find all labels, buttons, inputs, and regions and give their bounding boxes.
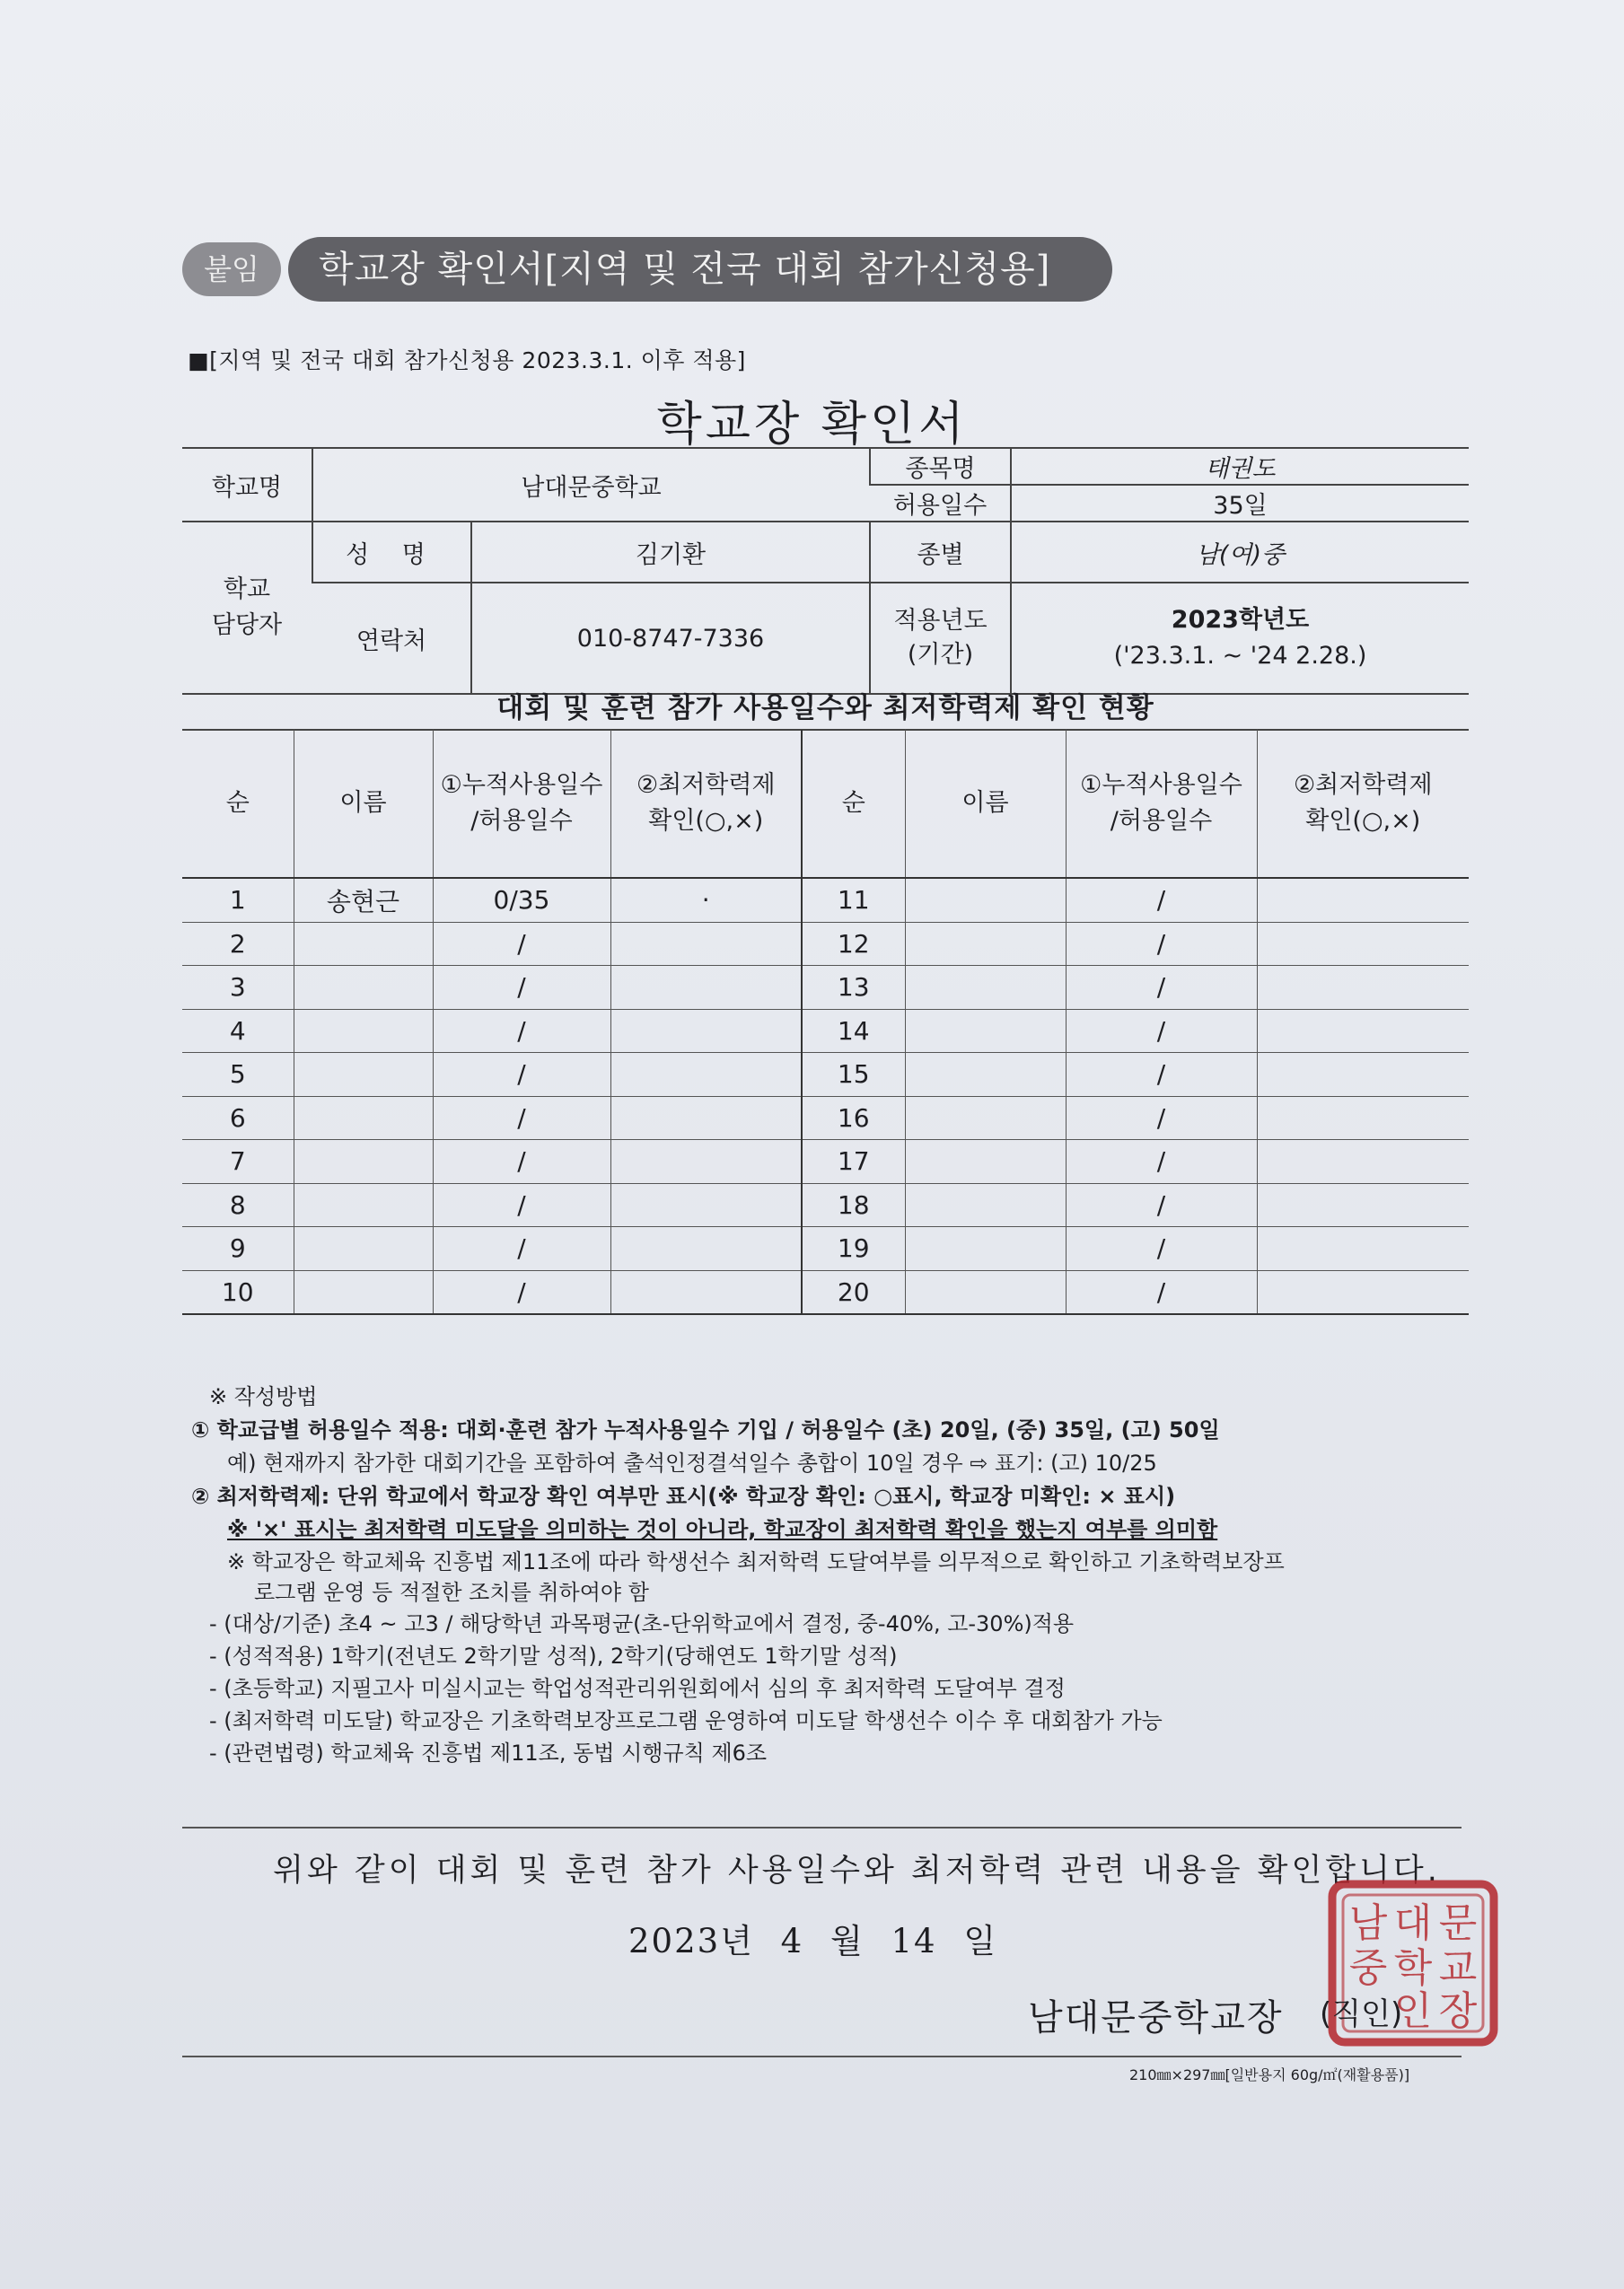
row-days: / [1066, 966, 1257, 1010]
row-days: / [1066, 1096, 1257, 1140]
row-name [905, 1096, 1066, 1140]
row-name [905, 1140, 1066, 1184]
name-label: 성 명 [312, 522, 471, 583]
svg-text:학: 학 [1393, 1945, 1433, 1991]
instruction-dash-1: - (대상/기준) 초4 ~ 고3 / 해당학년 과목평균(초-단위학교에서 결정, 중-40%, 고-30%)적용 [209, 1611, 1075, 1636]
row-min [610, 1140, 802, 1184]
applied-year-value-2: ('23.3.1. ~ '24 2.28.) [1113, 642, 1367, 670]
table-row [182, 1183, 1469, 1227]
row-min [610, 1009, 802, 1053]
row-days: / [1066, 1053, 1257, 1097]
instruction-dash-3: - (초등학교) 지필고사 미실시교는 학업성적관리위원회에서 심의 후 최저학력 도달여부 결정 [209, 1676, 1066, 1701]
row-days: / [433, 1183, 610, 1227]
paper-spec: 210㎜×297㎜[일반용지 60g/㎡(재활용품)] [1129, 2066, 1410, 2083]
row-no: 12 [802, 922, 905, 966]
row-days: / [1066, 1183, 1257, 1227]
row-name [294, 1140, 433, 1184]
principal-title: 남대문중학교장 [1028, 1997, 1284, 2039]
row-no: 8 [182, 1183, 294, 1227]
row-days: / [433, 922, 610, 966]
banner-title: 학교장 확인서[지역 및 전국 대회 참가신청용] [288, 237, 1112, 302]
row-no: 16 [802, 1096, 905, 1140]
instruction-item-2-note-1: ※ '×' 표시는 최저학력 미도달을 의미하는 것이 아니라, 학교장이 최저학력 확인을 했는지 여부를 의미함 [227, 1517, 1218, 1542]
svg-text:인: 인 [1393, 1988, 1433, 2034]
school-name-value: 남대문중학교 [312, 448, 870, 522]
row-name [905, 922, 1066, 966]
gender-value: 남(여)중 [1011, 522, 1469, 583]
table-row [182, 1140, 1469, 1184]
row-days: / [433, 1227, 610, 1271]
sport-value: 태권도 [1011, 448, 1469, 485]
header-min-line2: 확인(○,×) [648, 807, 764, 835]
applied-year-label-1: 적용년도 [893, 607, 988, 635]
row-min [610, 922, 802, 966]
row-days: / [433, 1270, 610, 1314]
table-row [182, 878, 1469, 922]
row-min [610, 1183, 802, 1227]
applicability-note: ■[지역 및 전국 대회 참가신청용 2023.3.1. 이후 적용] [188, 347, 746, 373]
manager-name-value: 김기환 [471, 522, 870, 583]
row-no: 3 [182, 966, 294, 1010]
row-min [1257, 1053, 1469, 1097]
row-no: 9 [182, 1227, 294, 1271]
svg-text:교: 교 [1438, 1945, 1478, 1991]
instructions-heading: ※ 작성방법 [209, 1384, 318, 1409]
row-min [610, 1270, 802, 1314]
row-no: 10 [182, 1270, 294, 1314]
row-no: 17 [802, 1140, 905, 1184]
row-name [905, 1009, 1066, 1053]
divider [182, 1827, 1462, 1829]
applied-year-value [1011, 583, 1469, 694]
document-title: 학교장 확인서 [656, 398, 968, 452]
header-no-left: 순 [182, 730, 294, 878]
row-min [610, 1227, 802, 1271]
row-name [294, 922, 433, 966]
table-row [182, 1009, 1469, 1053]
contact-label: 연락처 [312, 583, 471, 694]
row-name [905, 1227, 1066, 1271]
row-no: 19 [802, 1227, 905, 1271]
instructions [191, 1381, 1466, 1769]
instruction-item-2: ② 최저학력제: 단위 학교에서 학교장 확인 여부만 표시(※ 학교장 확인: ○표시, 학교장 미확인: × 표시) [191, 1484, 1176, 1509]
school-info-table [182, 447, 1469, 695]
row-min [610, 1096, 802, 1140]
school-name-label: 학교명 [182, 448, 312, 522]
instruction-item-1: ① 학교급별 허용일수 적용: 대회·훈련 참가 누적사용일수 기입 / 허용일수 (초) 20일, (중) 35일, (고) 50일 [191, 1417, 1220, 1443]
svg-text:문: 문 [1438, 1900, 1478, 1946]
table-row [182, 922, 1469, 966]
header-days-right [1066, 730, 1257, 878]
applied-year-label [870, 583, 1011, 694]
header-min-line1: ②최저학력제 [636, 771, 776, 799]
header-name-left: 이름 [294, 730, 433, 878]
allowed-days-label: 허용일수 [870, 485, 1011, 522]
row-min [1257, 966, 1469, 1010]
row-days: / [433, 1096, 610, 1140]
row-days: / [433, 1140, 610, 1184]
applied-year-value-1: 2023학년도 [1171, 606, 1310, 634]
confirmation-statement: 위와 같이 대회 및 훈련 참가 사용일수와 최저학력 관련 내용을 확인합니다. [273, 1853, 1441, 1889]
svg-text:대: 대 [1393, 1900, 1433, 1946]
svg-text:장: 장 [1438, 1988, 1478, 2034]
row-name [294, 966, 433, 1010]
row-min: · [610, 878, 802, 922]
applied-year-label-2: (기간) [907, 641, 974, 669]
row-no: 13 [802, 966, 905, 1010]
row-days: / [433, 966, 610, 1010]
row-days: / [1066, 878, 1257, 922]
instruction-item-2-note-2b: 로그램 운영 등 적절한 조치를 취하여야 함 [254, 1580, 649, 1605]
header-name-right: 이름 [905, 730, 1066, 878]
header-min-line2: 확인(○,×) [1305, 807, 1421, 835]
contact-value: 010-8747-7336 [471, 583, 870, 694]
manager-label: 학교 담당자 [182, 522, 312, 694]
table-row [182, 1096, 1469, 1140]
status-table [182, 730, 1469, 1315]
row-name [294, 1053, 433, 1097]
signing-date: 2023년 4 월 14 일 [628, 1922, 998, 1960]
instruction-item-2-note-2a: ※ 학교장은 학교체육 진흥법 제11조에 따라 학생선수 최저학력 도달여부를 의무적으로 확인하고 기초학력보장프 [227, 1549, 1285, 1574]
row-no: 5 [182, 1053, 294, 1097]
row-name [294, 1183, 433, 1227]
row-days: 0/35 [433, 878, 610, 922]
row-days: / [1066, 922, 1257, 966]
row-no: 20 [802, 1270, 905, 1314]
row-no: 1 [182, 878, 294, 922]
instruction-dash-5: - (관련법령) 학교체육 진흥법 제11조, 동법 시행규칙 제6조 [209, 1741, 768, 1766]
row-min [1257, 1009, 1469, 1053]
svg-text:남: 남 [1348, 1900, 1388, 1946]
header-days-line1: ①누적사용일수 [1080, 771, 1242, 799]
divider [182, 2056, 1462, 2057]
table-row [182, 1053, 1469, 1097]
header-min-left [610, 730, 802, 878]
row-name [905, 1270, 1066, 1314]
row-days: / [433, 1009, 610, 1053]
row-days: / [1066, 1009, 1257, 1053]
row-name [905, 966, 1066, 1010]
header-no-right: 순 [802, 730, 905, 878]
svg-text:중: 중 [1348, 1945, 1388, 1991]
row-name [905, 1053, 1066, 1097]
row-name [294, 1270, 433, 1314]
header-days-line1: ①누적사용일수 [440, 771, 603, 799]
attachment-tag: 붙임 [182, 242, 281, 296]
row-days: / [433, 1053, 610, 1097]
row-days: / [1066, 1270, 1257, 1314]
header-days-left [433, 730, 610, 878]
allowed-days-value: 35일 [1011, 485, 1469, 522]
instruction-item-1-example: 예) 현재까지 참가한 대회기간을 포함하여 출석인정결석일수 총합이 10일 경우 ⇨ 표기: (고) 10/25 [227, 1451, 1157, 1476]
table-row [182, 1270, 1469, 1314]
instruction-dash-2: - (성적적용) 1학기(전년도 2학기말 성적), 2학기(당해연도 1학기말 성적) [209, 1644, 898, 1669]
row-no: 2 [182, 922, 294, 966]
row-min [1257, 1227, 1469, 1271]
row-name [905, 878, 1066, 922]
row-name [294, 1227, 433, 1271]
row-min [1257, 878, 1469, 922]
gender-label: 종별 [870, 522, 1011, 583]
row-min [610, 966, 802, 1010]
sport-label: 종목명 [870, 448, 1011, 485]
header-days-line2: /허용일수 [1110, 807, 1213, 835]
row-name: 송현근 [294, 878, 433, 922]
table-row [182, 966, 1469, 1010]
row-no: 6 [182, 1096, 294, 1140]
row-min [610, 1053, 802, 1097]
row-no: 7 [182, 1140, 294, 1184]
attachment-banner [182, 237, 1112, 302]
row-no: 18 [802, 1183, 905, 1227]
table-row [182, 1227, 1469, 1271]
row-min [1257, 922, 1469, 966]
header-min-right [1257, 730, 1469, 878]
row-min [1257, 1096, 1469, 1140]
row-min [1257, 1140, 1469, 1184]
header-days-line2: /허용일수 [470, 807, 573, 835]
row-days: / [1066, 1140, 1257, 1184]
row-min [1257, 1183, 1469, 1227]
status-section-title: 대회 및 훈련 참가 사용일수와 최저학력제 확인 현황 [182, 688, 1469, 731]
seal-label: (직인) [1320, 1996, 1403, 2032]
header-min-line1: ②최저학력제 [1293, 771, 1433, 799]
row-name [294, 1009, 433, 1053]
instruction-dash-4: - (최저학력 미도달) 학교장은 기초학력보장프로그램 운영하여 미도달 학생선수 이수 후 대회참가 가능 [209, 1708, 1163, 1733]
row-name [294, 1096, 433, 1140]
row-no: 4 [182, 1009, 294, 1053]
row-name [905, 1183, 1066, 1227]
row-no: 14 [802, 1009, 905, 1053]
row-days: / [1066, 1227, 1257, 1271]
row-min [1257, 1270, 1469, 1314]
row-no: 11 [802, 878, 905, 922]
row-no: 15 [802, 1053, 905, 1097]
